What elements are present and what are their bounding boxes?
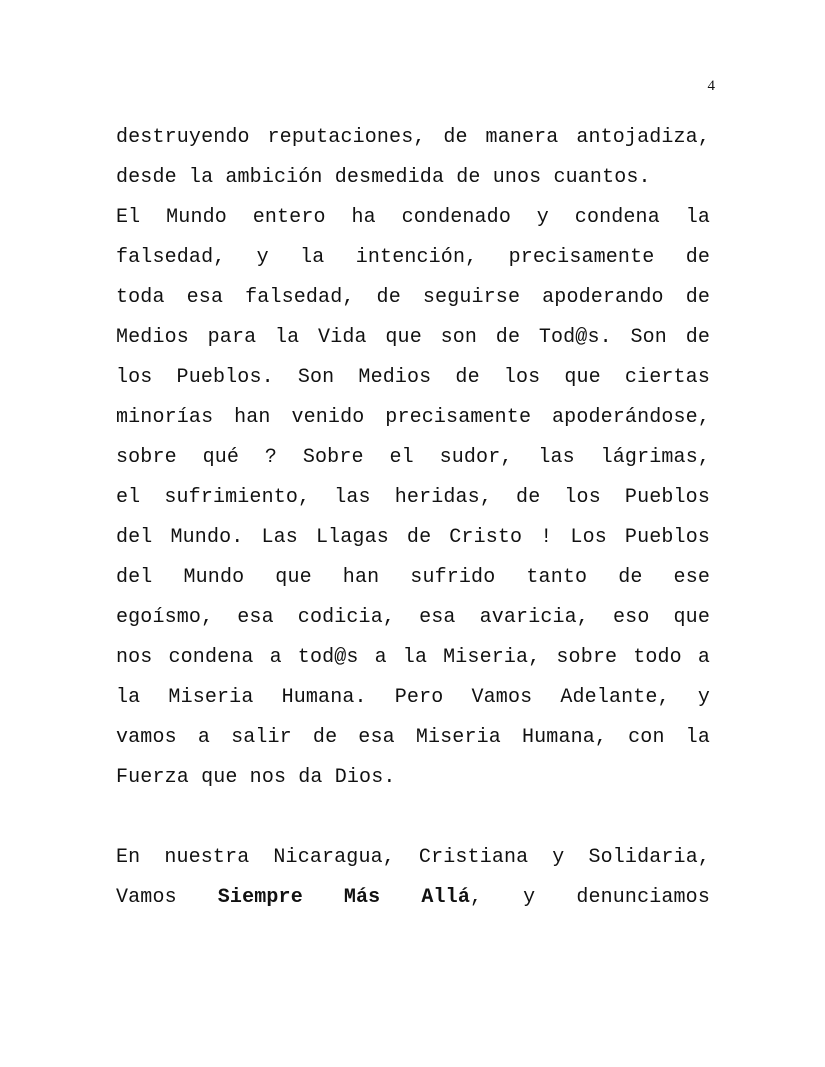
word: y bbox=[523, 886, 536, 909]
paragraph-line: Fuerza que nos da Dios. bbox=[116, 766, 396, 789]
bold-word-with-comma: Allá, bbox=[421, 886, 483, 909]
paragraph-line: toda esa falsedad, de seguirse apoderando de bbox=[116, 286, 710, 309]
word: Vamos bbox=[116, 886, 177, 909]
paragraph-line: la Miseria Humana. Pero Vamos Adelante, y bbox=[116, 686, 710, 709]
paragraph-line: el sufrimiento, las heridas, de los Pueblos bbox=[116, 486, 710, 509]
paragraph-line: desde la ambición desmedida de unos cuantos. bbox=[116, 166, 651, 189]
paragraph-line: del Mundo. Las Llagas de Cristo ! Los Pueblos bbox=[116, 526, 710, 549]
paragraph-line: falsedad, y la intención, precisamente de bbox=[116, 246, 710, 269]
bold-word: Allá bbox=[421, 886, 470, 909]
bold-word: Más bbox=[343, 886, 381, 909]
paragraph-line: del Mundo que han sufrido tanto de ese bbox=[116, 566, 710, 589]
paragraph-line: nos condena a tod@s a la Miseria, sobre todo a bbox=[116, 646, 710, 669]
paragraph-line: Medios para la Vida que son de Tod@s. Son de bbox=[116, 326, 710, 349]
paragraph-line: minorías han venido precisamente apoderándose, bbox=[116, 406, 710, 429]
paragraph-line bbox=[116, 882, 710, 922]
paragraph-line: El Mundo entero ha condenado y condena la bbox=[116, 206, 710, 229]
paragraph-line: sobre qué ? Sobre el sudor, las lágrimas, bbox=[116, 446, 710, 469]
page-number: 4 bbox=[707, 78, 715, 94]
paragraph-line: los Pueblos. Son Medios de los que ciertas bbox=[116, 366, 710, 389]
paragraph-line: egoísmo, esa codicia, esa avaricia, eso que bbox=[116, 606, 710, 629]
paragraph-line: En nuestra Nicaragua, Cristiana y Solidaria, bbox=[116, 846, 710, 869]
word: denunciamos bbox=[576, 886, 710, 909]
paragraph-line: vamos a salir de esa Miseria Humana, con la bbox=[116, 726, 710, 749]
document-body bbox=[116, 122, 710, 922]
paragraph-spacer bbox=[116, 802, 710, 842]
bold-word: Siempre bbox=[217, 886, 303, 909]
paragraph-line: destruyendo reputaciones, de manera antojadiza, bbox=[116, 126, 710, 149]
